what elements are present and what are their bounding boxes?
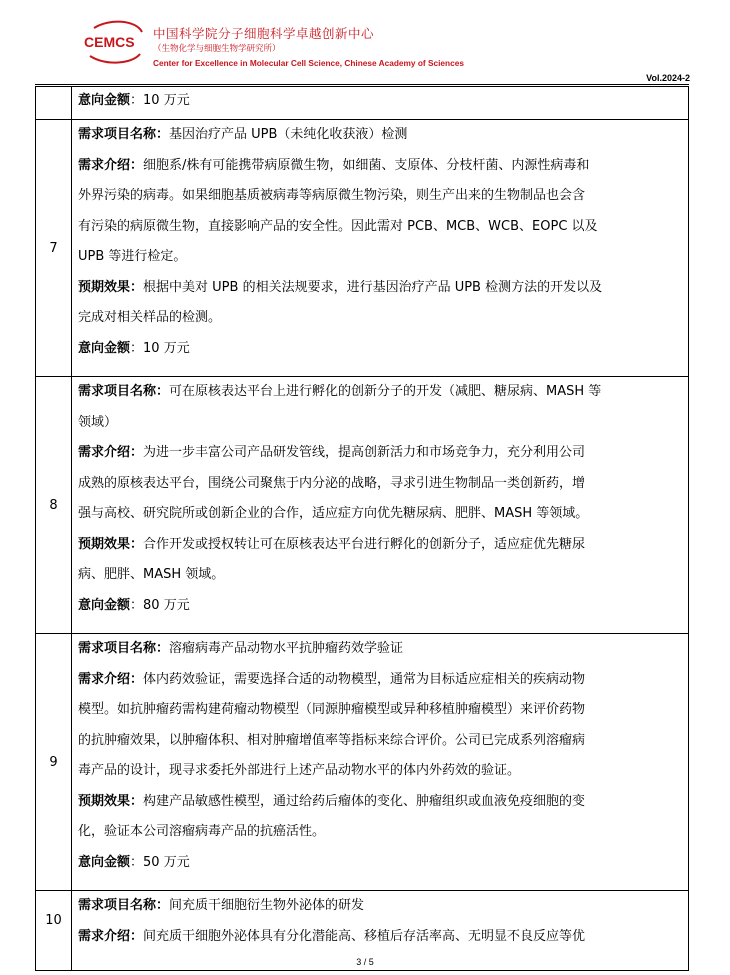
intro-line: 成熟的原核表达平台，围绕公司聚焦于内分泌的战略，寻求引进生物制品一类创新药，增 xyxy=(78,475,586,491)
volume-label: Vol.2024-2 xyxy=(646,73,690,83)
item-content xyxy=(72,377,689,634)
intro-line: 有污染的病原微生物，直接影响产品的安全性。因此需对 PCB、MCB、WCB、EOPC 以及 xyxy=(78,218,598,234)
amount-value: 10 万元 xyxy=(143,93,190,108)
table-row xyxy=(36,120,689,377)
project-name: 间充质干细胞衍生物外泌体的研发 xyxy=(169,898,365,913)
intro-line: UPB 等进行检定。 xyxy=(78,249,187,264)
intro-line: 需求介绍：为进一步丰富公司产品研发管线，提高创新活力和市场竞争力，充分利用公司 xyxy=(78,445,586,460)
intro-line: 需求介绍：体内药效验证，需要选择合适的动物模型，通常为目标适应症相关的疾病动物 xyxy=(78,671,586,687)
amount-line: 意向金额：10 万元 xyxy=(78,93,190,108)
effect-line: 预期效果：合作开发或授权转让可在原核表达平台进行孵化的创新分子，适应症优先糖尿 xyxy=(78,536,586,552)
project-line: 领域） xyxy=(78,414,118,430)
intro-line: 的抗肿瘤效果，以肿瘤体积、相对肿瘤增值率等指标来综合评价。公司已完成系列溶瘤病 xyxy=(78,732,586,748)
amount-value: 80 万元 xyxy=(143,597,190,613)
amount-value: 50 万元 xyxy=(143,854,190,870)
item-content xyxy=(72,120,689,377)
org-name-cn: 中国科学院分子细胞科学卓越创新中心 xyxy=(153,26,375,41)
intro-line: 强与高校、研究院所或创新企业的合作，适应症方向优先糖尿病、肥胖、MASH 等领域。 xyxy=(78,506,589,521)
logo-text: CEMCS xyxy=(84,34,135,50)
effect-line: 预期效果：根据中美对 UPB 的相关法规要求，进行基因治疗产品 UPB 检测方法的开发以及 xyxy=(78,279,603,295)
effect-line: 预期效果：构建产品敏感性模型，通过给药后瘤体的变化、肿瘤组织或血液免疫细胞的变 xyxy=(78,793,586,809)
project-name: 基因治疗产品 UPB（未纯化收获液）检测 xyxy=(169,127,408,142)
item-content xyxy=(72,634,689,891)
item-number: 7 xyxy=(36,120,72,377)
item-number: 9 xyxy=(36,634,72,891)
intro-line: 毒产品的设计，现寻求委托外部进行上述产品动物水平的体内外药效的验证。 xyxy=(78,763,521,778)
org-subtitle: （生物化学与细胞生物学研究所） xyxy=(153,44,281,54)
project-name: 溶瘤病毒产品动物水平抗肿瘤药效学验证 xyxy=(169,641,404,656)
cemcs-logo xyxy=(80,20,150,64)
amount-value: 10 万元 xyxy=(143,340,190,356)
effect-line: 化，验证本公司溶瘤病毒产品的抗癌活性。 xyxy=(78,824,326,839)
table-row xyxy=(36,377,689,634)
project-line: 需求项目名称：溶瘤病毒产品动物水平抗肿瘤药效学验证 xyxy=(78,641,404,656)
item-number: 8 xyxy=(36,377,72,634)
table-row xyxy=(36,634,689,891)
page-number: 3 / 5 xyxy=(356,957,374,967)
item-number: 10 xyxy=(36,891,72,971)
intro-line: 外界污染的病毒。如果细胞基质被病毒等病原微生物污染，则生产出来的生物制品也会含 xyxy=(78,188,586,203)
amount-line: 意向金额：80 万元 xyxy=(78,597,190,613)
intro-line: 需求介绍：间充质干细胞外泌体具有分化潜能高、移植后存活率高、无明显不良反应等优 xyxy=(78,928,586,944)
project-name: 可在原核表达平台上进行孵化的创新分子的开发（减肥、糖尿病、MASH 等 xyxy=(169,384,602,399)
effect-line: 完成对相关样品的检测。 xyxy=(78,310,222,325)
intro-line: 需求介绍：细胞系/株有可能携带病原微生物，如细菌、支原体、分枝杆菌、内源性病毒和 xyxy=(78,157,590,173)
item-number xyxy=(36,87,72,120)
header-divider xyxy=(35,84,689,85)
amount-line: 意向金额：50 万元 xyxy=(78,854,190,870)
effect-line: 病、肥胖、MASH 领域。 xyxy=(78,567,225,582)
project-line: 需求项目名称：间充质干细胞衍生物外泌体的研发 xyxy=(78,898,365,913)
item-content xyxy=(72,87,689,120)
table-row xyxy=(36,87,689,120)
demand-table xyxy=(35,86,689,971)
org-name-en: Center for Excellence in Molecular Cell Science, Chinese Academy of Sciences xyxy=(153,58,464,68)
project-line: 需求项目名称：可在原核表达平台上进行孵化的创新分子的开发（减肥、糖尿病、MASH 等 xyxy=(78,384,602,399)
project-line: 需求项目名称：基因治疗产品 UPB（未纯化收获液）检测 xyxy=(78,127,408,142)
amount-line: 意向金额：10 万元 xyxy=(78,340,190,356)
page-header xyxy=(80,18,680,88)
intro-line: 模型。如抗肿瘤药需构建荷瘤动物模型（同源肿瘤模型或异种移植肿瘤模型）来评价药物 xyxy=(78,702,586,717)
